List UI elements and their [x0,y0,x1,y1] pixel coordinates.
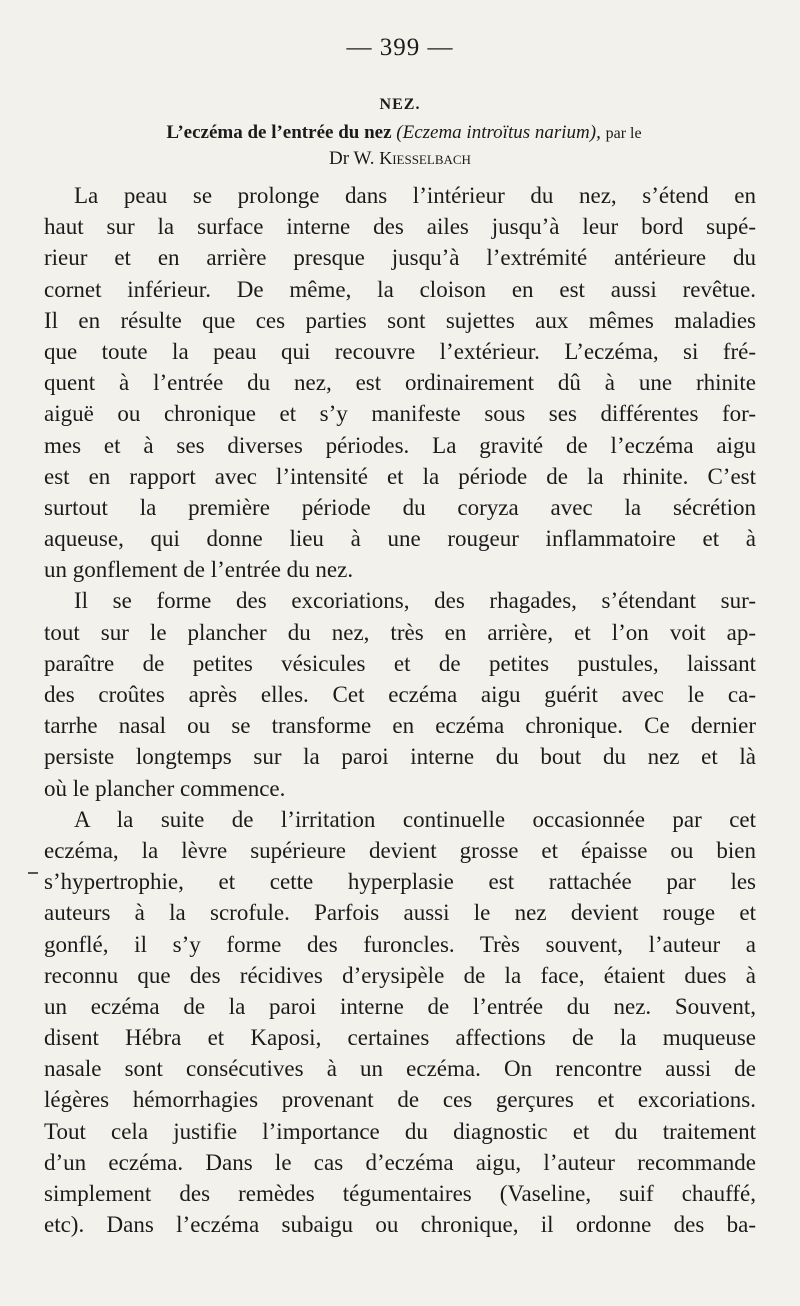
text-line: A la suite de l’irritation continuelle occasionnée par cet [74,806,756,832]
text-line: où le plancher commence. [44,775,286,801]
text-line: quent à l’entrée du nez, est ordinairement dû à une rhinite [44,370,756,396]
page-number: — 399 — [346,34,454,61]
text-line: auteurs à la scrofule. Parfois aussi le nez devient rouge et [44,900,756,926]
text-line: persiste longtemps sur la paroi interne du bout du nez et là [44,744,756,770]
text-line: etc). Dans l’eczéma subaigu ou chronique, il ordonne des ba- [44,1212,756,1238]
text-line: s’hypertrophie, et cette hyperplasie est rattachée par les [44,869,756,895]
text-line: simplement des remèdes tégumentaires (Vaseline, suif chauffé, [44,1181,756,1206]
text-line: aiguë ou chronique et s’y manifeste sous ses différentes for- [44,401,756,427]
text-line: mes et à ses diverses périodes. La gravité de l’eczéma aigu [44,432,756,458]
author-name: Kiesselbach [379,148,471,168]
text-line: surtout la première période du coryza avec la sécrétion [44,494,756,520]
text-line: légères hémorrhagies provenant de ces gerçures et excoriations. [44,1087,756,1113]
text-line: eczéma, la lèvre supérieure devient grosse et épaisse ou bien [44,837,756,863]
text-line: cornet inférieur. De même, la cloison en est aussi revêtue. [44,276,756,302]
article-author [0,145,800,172]
article-title-main: L’eczéma de l’entrée du nez [166,122,392,143]
text-line: disent Hébra et Kaposi, certaines affections de la muqueuse [44,1025,756,1051]
text-line: d’un eczéma. Dans le cas d’eczéma aigu, l’auteur recommande [44,1149,756,1175]
article-title [44,120,764,147]
section-heading: NEZ. [379,96,421,113]
author-prefix: Dr W. [329,148,375,169]
margin-mark [28,872,38,874]
text-line: des croûtes après elles. Cet eczéma aigu guérit avec le ca- [44,682,756,707]
text-line: Il en résulte que ces parties sont sujettes aux mêmes maladies [44,307,756,333]
text-line: haut sur la surface interne des ailes jusqu’à leur bord supé- [44,214,756,240]
text-line: tout sur le plancher du nez, très en arrière, et l’on voit ap- [44,619,756,645]
text-line: nasale sont consécutives à un eczéma. On rencontre aussi de [44,1056,756,1082]
text-line: gonflé, il s’y forme des furoncles. Très souvent, l’auteur a [44,931,756,957]
article-title-par: par le [605,125,642,142]
article-title-latin: (Eczema introïtus narium), [396,122,601,143]
text-line: un eczéma de la paroi interne de l’entrée du nez. Souvent, [44,993,756,1019]
text-line: rieur et en arrière presque jusqu’à l’extrémité antérieure du [44,245,756,271]
text-line: un gonflement de l’entrée du nez. [44,557,354,583]
text-line: aqueuse, qui donne lieu à une rougeur inflammatoire et à [44,526,756,552]
text-line: Il se forme des excoriations, des rhagades, s’étendant sur- [74,588,756,614]
text-line: tarrhe nasal ou se transforme en eczéma chronique. Ce dernier [44,713,756,739]
text-line: reconnu que des récidives d’erysipèle de la face, étaient dues à [44,962,756,988]
text-line: paraître de petites vésicules et de petites pustules, laissant [44,650,756,676]
text-line: est en rapport avec l’intensité et la période de la rhinite. C’est [44,463,756,489]
text-line: que toute la peau qui recouvre l’extérieur. L’eczéma, si fré- [44,338,756,364]
text-line: La peau se prolonge dans l’intérieur du nez, s’étend en [74,183,756,208]
article-body [44,180,756,1240]
text-line: Tout cela justifie l’importance du diagnostic et du traitement [44,1118,756,1144]
